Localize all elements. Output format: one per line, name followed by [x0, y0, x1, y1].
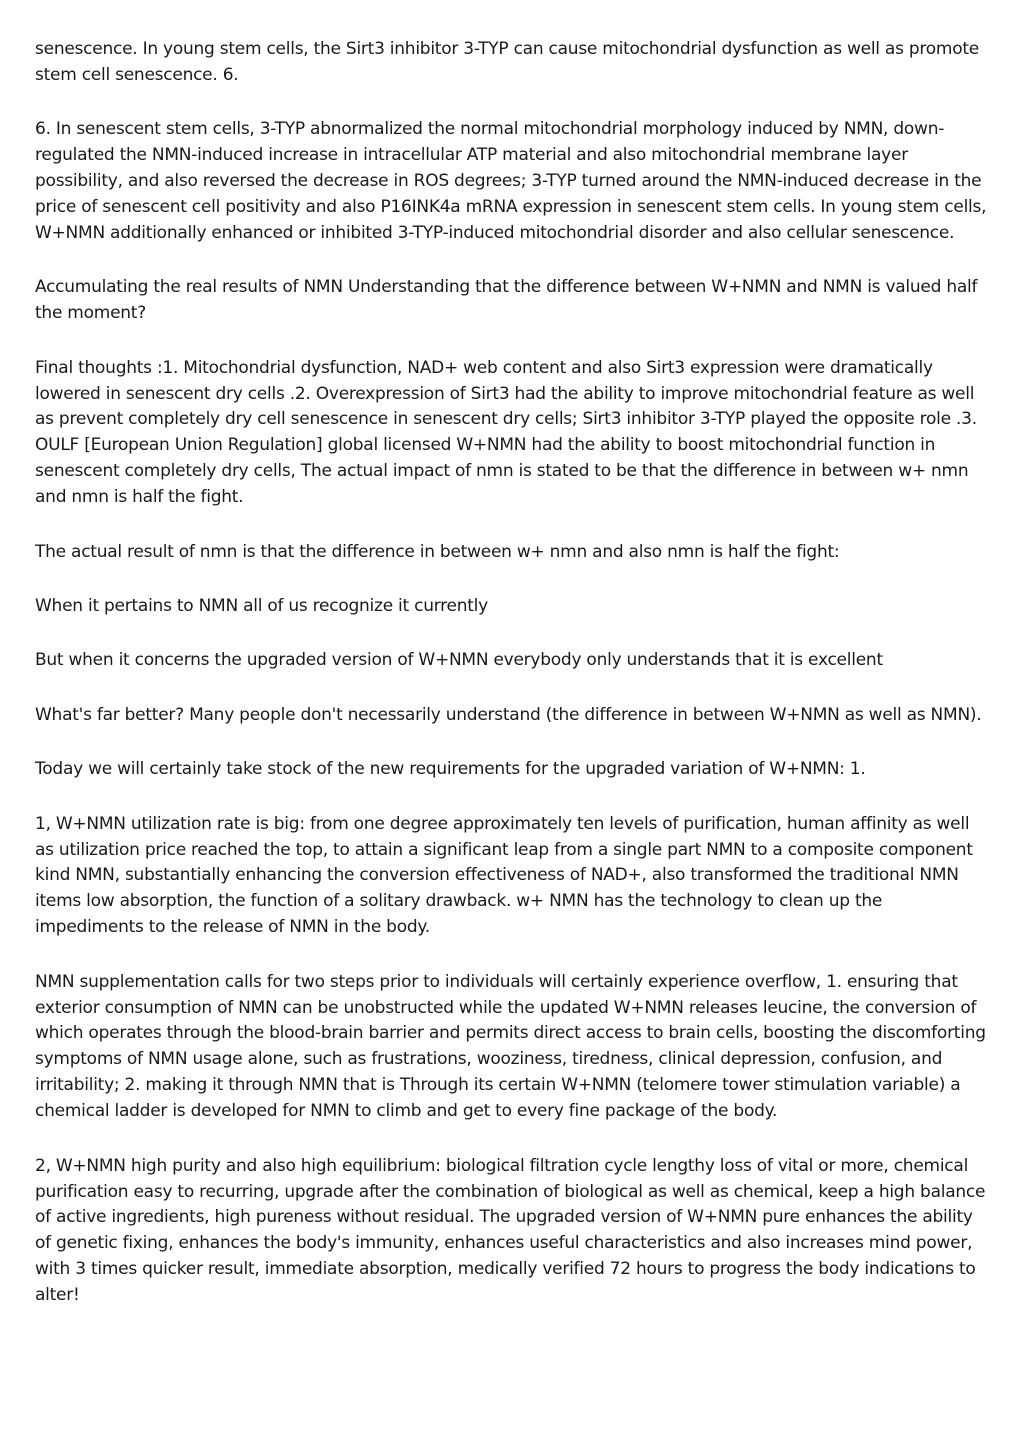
paragraph-nmn-recognize: When it pertains to NMN all of us recognize it currently	[35, 596, 488, 616]
paragraph-supplementation-steps: NMN supplementation calls for two steps prior to individuals will certainly experience overflow, 1. ensuring that exterior consumption of NMN can be unobstructed while the updated W+NMN releases leucine, the conversion of which operates through the blood-brain barrier and permits direct access to brain cells, boosting the discomforting symptoms of NMN usage alone, such as frustrations, wooziness, tiredness, clinical depression, confusion, and irritability; 2. making it through NMN that is Through its certain W+NMN (telomere tower stimulation variable) a chemical ladder is developed for NMN to climb and get to every fine package of the body.	[35, 971, 986, 1122]
paragraph-accumulating-results: Accumulating the real results of NMN Understanding that the difference between W+NMN and NMN is valued half the moment?	[35, 277, 978, 324]
paragraph-final-thoughts: Final thoughts :1. Mitochondrial dysfunction, NAD+ web content and also Sirt3 expression were dramatically lowered in senescent dry cells .2. Overexpression of Sirt3 had the ability to improve mitochondrial feature as well as prevent completely dry cell senescence in senescent dry cells; Sirt3 inhibitor 3-TYP played the opposite role .3. OULF [European Union Regulation] global licensed W+NMN had the ability to boost mitochondrial function in senescent completely dry cells, The actual impact of nmn is stated to be that the difference in between w+ nmn and nmn is half the fight.	[35, 357, 977, 508]
paragraph-senescence-intro: senescence. In young stem cells, the Sirt3 inhibitor 3-TYP can cause mitochondrial dysfunction as well as promote stem cell senescence. 6.	[35, 39, 979, 85]
paragraph-utilization-rate: 1, W+NMN utilization rate is big: from one degree approximately ten levels of purification, human affinity as well as utilization price reached the top, to attain a significant leap from a single part NMN to a composite component kind NMN, substantially enhancing the conversion effectiveness of NAD+, also transformed the traditional NMN items low absorption, the function of a solitary drawback. w+ NMN has the technology to clean up the impediments to the release of NMN in the body.	[35, 813, 973, 938]
paragraph-actual-result: The actual result of nmn is that the difference in between w+ nmn and also nmn is half the fight:	[35, 541, 840, 562]
paragraph-upgraded-version: But when it concerns the upgraded version of W+NMN everybody only understands that it is excellent	[35, 650, 883, 671]
paragraph-high-purity: 2, W+NMN high purity and also high equilibrium: biological filtration cycle lengthy loss of vital or more, chemical purification easy to recurring, upgrade after the combination of biological as well as chemical, keep a high balance of active ingredients, high pureness without residual. The upgraded version of W+NMN pure enhances the ability of genetic fixing, enhances the body's immunity, enhances useful characteristics and also increases mind power, with 3 times quicker result, immediate absorption, medically verified 72 hours to progress the body indications to alter!	[35, 1155, 986, 1306]
paragraph-whats-better: What's far better? Many people don't necessarily understand (the difference in between W+NMN as well as NMN).	[35, 704, 982, 725]
paragraph-new-requirements: Today we will certainly take stock of the new requirements for the upgraded variation of W+NMN: 1.	[35, 759, 866, 780]
paragraph-3typ-effects: 6. In senescent stem cells, 3-TYP abnormalized the normal mitochondrial morphology induced by NMN, down-regulated the NMN-induced increase in intracellular ATP material and also mitochondrial membrane layer possibility, and also reversed the decrease in ROS degrees; 3-TYP turned around the NMN-induced decrease in the price of senescent cell positivity and also P16INK4a mRNA expression in senescent stem cells. In young stem cells, W+NMN additionally enhanced or inhibited 3-TYP-induced mitochondrial disorder and also cellular senescence.	[35, 119, 987, 243]
